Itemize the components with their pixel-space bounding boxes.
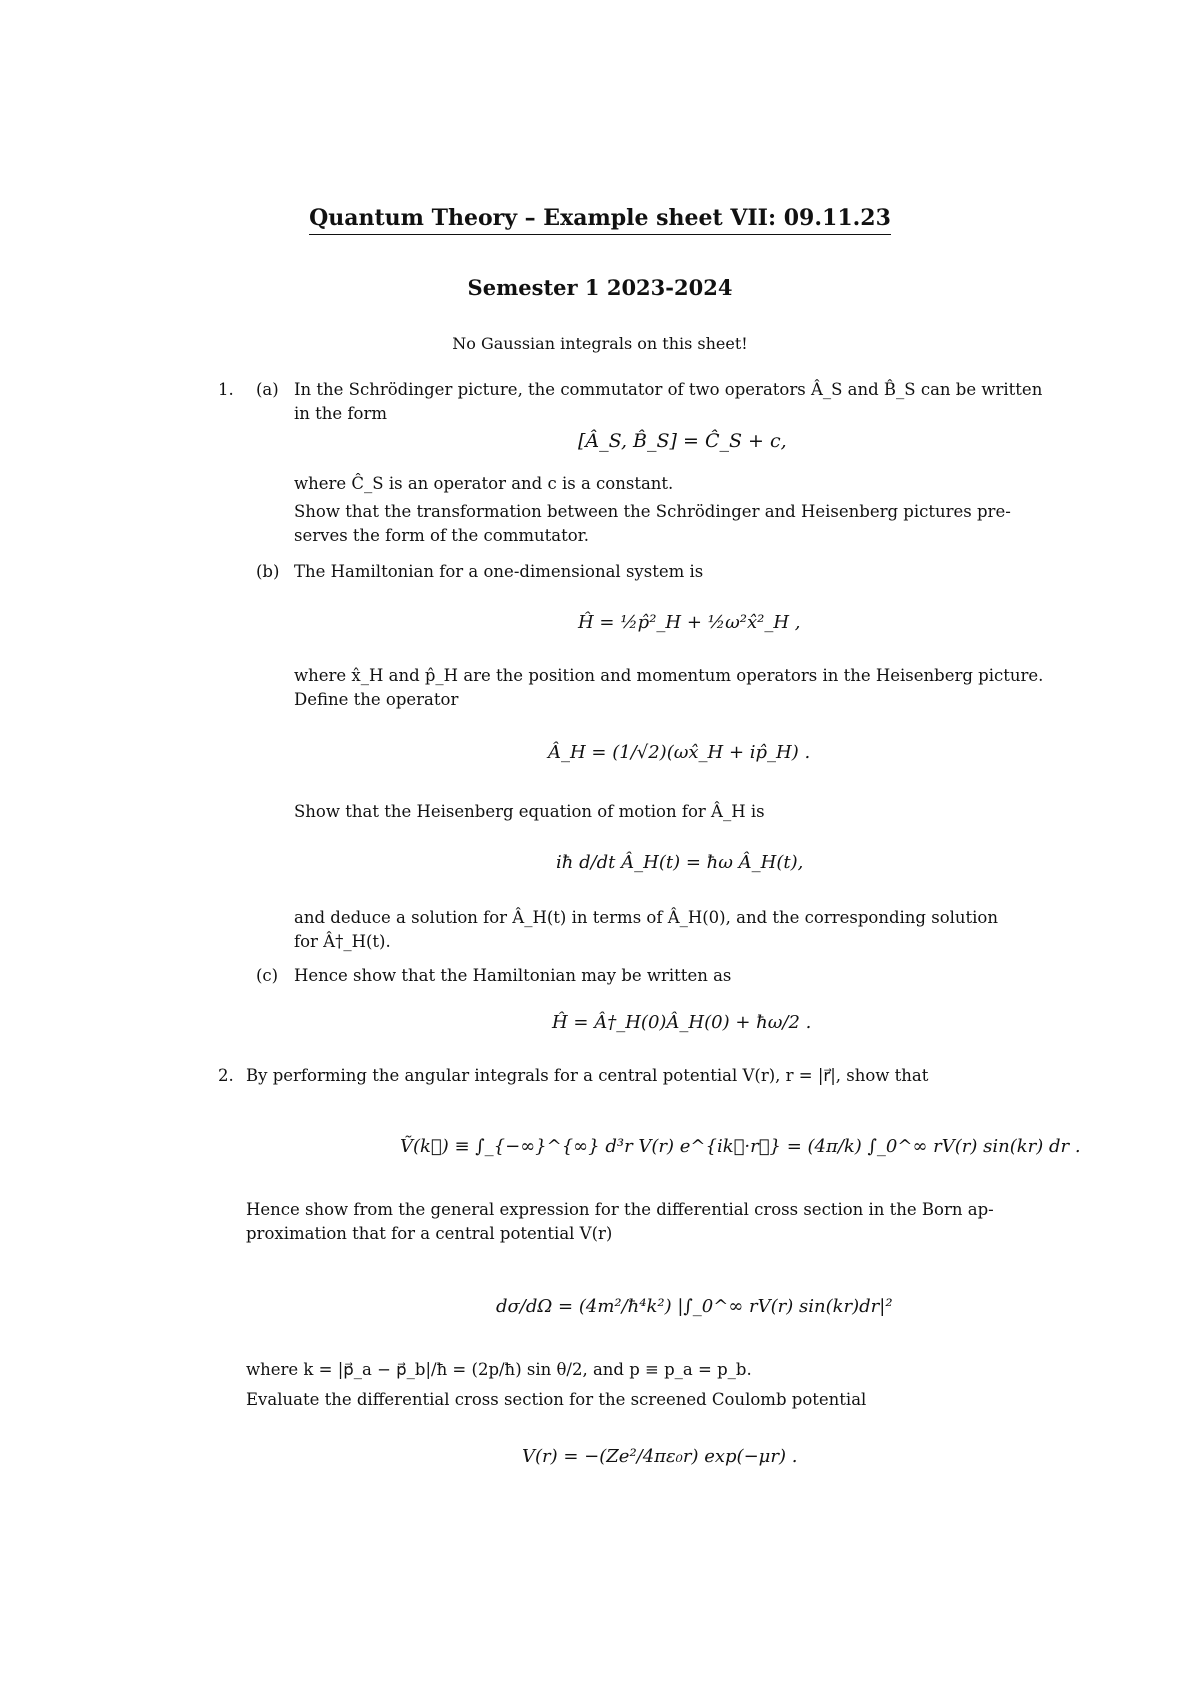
commutator-equation: [Â_S, B̂_S] = Ĉ_S + c, (578, 430, 787, 452)
q1b-line3: Define the operator (294, 690, 459, 709)
question-1-number: 1. (218, 380, 234, 399)
q1a-line5: serves the form of the commutator. (294, 526, 590, 545)
q1b-line4: Show that the Heisenberg equation of motion for Â_H is (294, 802, 765, 821)
question-2-number: 2. (218, 1066, 234, 1085)
q2-line2: Hence show from the general expression for the differential cross section in the Born ap- (246, 1200, 994, 1219)
q1a-line2: in the form (294, 404, 387, 423)
part-c-label: (c) (256, 966, 279, 985)
cross-section-equation: dσ/dΩ = (4m²/ħ⁴k²) |∫_0^∞ rV(r) sin(kr)dr|² (496, 1296, 893, 1317)
part-b-label: (b) (256, 562, 280, 581)
fourier-integral-equation: Ṽ(k⃗) ≡ ∫_{−∞}^{∞} d³r V(r) e^{ik⃗·r⃗} = (4π/k) ∫_0^∞ rV(r) sin(kr) dr . (400, 1136, 1081, 1157)
q2-line3: proximation that for a central potential V(r) (246, 1224, 613, 1243)
q1c-line1: Hence show that the Hamiltonian may be written as (294, 966, 732, 985)
q1a-line1: In the Schrödinger picture, the commutator of two operators Â_S and B̂_S can be written (294, 380, 1043, 399)
q2-line1: By performing the angular integrals for a central potential V(r), r = |r⃗|, show that (246, 1066, 929, 1085)
heisenberg-equation: iħ d/dt Â_H(t) = ħω Â_H(t), (556, 852, 804, 873)
sheet-note: No Gaussian integrals on this sheet! (452, 334, 748, 353)
part-a-label: (a) (256, 380, 279, 399)
q1b-line6: for Â†_H(t). (294, 932, 391, 951)
screened-coulomb-equation: V(r) = −(Ze²/4πε₀r) exp(−μr) . (522, 1446, 798, 1467)
q1b-line1: The Hamiltonian for a one-dimensional system is (294, 562, 704, 581)
operator-definition-equation: Â_H = (1/√2)(ωx̂_H + ip̂_H) . (548, 742, 811, 763)
hamiltonian-ladder-equation: Ĥ = Â†_H(0)Â_H(0) + ħω/2 . (552, 1012, 812, 1033)
q1a-line3: where Ĉ_S is an operator and c is a constant. (294, 474, 674, 493)
q2-line4: where k = |p⃗_a − p⃗_b|/ħ = (2p/ħ) sin θ/2, and p ≡ p_a = p_b. (246, 1360, 752, 1379)
hamiltonian-equation: Ĥ = ½p̂²_H + ½ω²x̂²_H , (578, 612, 801, 633)
sheet-title: Quantum Theory – Example sheet VII: 09.11.23 (0, 205, 1200, 231)
q1b-line2: where x̂_H and p̂_H are the position and momentum operators in the Heisenberg picture. (294, 666, 1044, 685)
q1a-line4: Show that the transformation between the Schrödinger and Heisenberg pictures pre- (294, 502, 1011, 521)
q1b-line5: and deduce a solution for Â_H(t) in terms of Â_H(0), and the corresponding solution (294, 908, 998, 927)
q2-line5: Evaluate the differential cross section for the screened Coulomb potential (246, 1390, 867, 1409)
semester-subtitle: Semester 1 2023-2024 (467, 275, 733, 300)
